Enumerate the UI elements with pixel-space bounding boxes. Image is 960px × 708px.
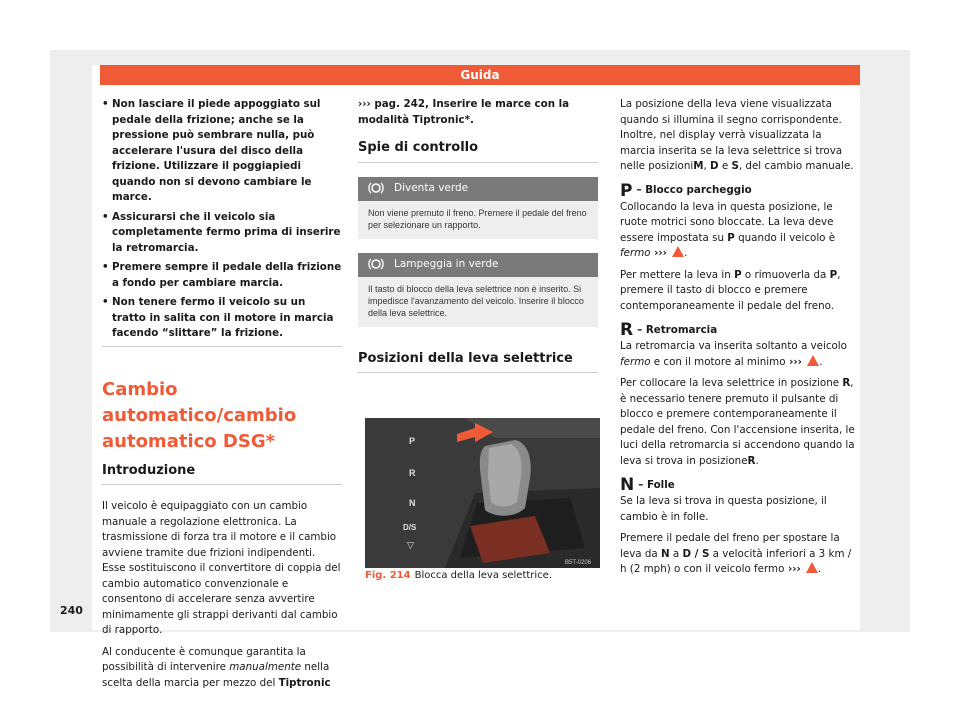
gear-label-arrow: ▽ <box>407 540 414 550</box>
strong-text: P <box>734 268 742 281</box>
text: Per collocare la leva selettrice in posizione <box>620 377 843 389</box>
chapter-title: Cambio automatico/cambio automatico DSG* <box>102 378 297 452</box>
cross-reference[interactable] <box>358 97 598 128</box>
gear-label-ds: D/S <box>403 523 417 532</box>
lamp-title: Diventa verde <box>394 181 469 194</box>
warning-list <box>102 97 342 342</box>
text: quando il veicolo è <box>734 231 836 244</box>
lamps-heading: Spie di controllo <box>358 140 598 163</box>
position-letter: P <box>620 180 633 201</box>
strong-text: N <box>661 547 670 560</box>
text: , premere il tasto di blocco e premere contemporaneamente il pedale del freno. <box>620 268 841 312</box>
strong-text: Tiptronic <box>278 676 331 689</box>
text: Per mettere la leva in <box>620 268 735 281</box>
position-r-heading <box>620 322 860 339</box>
reference-chevron-icon: ››› <box>358 98 371 110</box>
intro-paragraph-2 <box>102 645 342 692</box>
emphasis: fermo <box>620 247 651 259</box>
text: e con il motore al minimo <box>650 355 786 368</box>
text: La posizione della leva viene visualizzata quando si illumina il segno corrispondente. Inoltre, nel display verrà visualizzata la marcia inserita se la leva selettrice si trova nelle posizioni <box>620 98 843 172</box>
lamp-description: Il tasto di blocco della leva selettrice non è inserito. Si impedisce l'avanzamento del veicolo. Inserire il blocco della leva selettrice. <box>368 283 584 318</box>
strong-text: R <box>747 454 756 467</box>
gear-label-p: P <box>409 436 416 446</box>
position-letter: R <box>620 320 634 340</box>
text: . <box>755 454 759 467</box>
gear-label-n: N <box>409 498 416 508</box>
position-n-paragraph-2 <box>620 531 860 578</box>
column-left <box>102 97 342 697</box>
position-r-paragraph-2 <box>620 376 860 469</box>
lamp-box <box>358 253 598 327</box>
reference-chevron-icon[interactable]: ››› <box>784 563 801 575</box>
positions-intro <box>620 97 860 175</box>
gear-lever-figure <box>365 418 600 568</box>
position-n-paragraph: Se la leva si trova in questa posizione, il cambio è in folle. <box>620 495 827 523</box>
section-header: Guida <box>100 65 860 85</box>
strong-text: D <box>710 160 719 172</box>
warning-triangle-icon[interactable] <box>672 246 684 257</box>
emphasis: manualmente <box>229 661 302 673</box>
brake-lamp-icon <box>358 181 394 197</box>
text: , è necessario tenere premuto il pulsante di blocco e premere contemporaneamente il pedale del freno. Con l'accensione inserita, le luci della retromarcia si accendono quando la leva si trova in posizione <box>620 377 855 467</box>
gear-label-r: R <box>409 468 416 478</box>
text: . <box>819 355 823 368</box>
lamp-header <box>358 177 598 201</box>
position-r-paragraph <box>620 339 860 370</box>
positions-heading: Posizioni della leva selettrice <box>358 351 598 374</box>
position-n-heading <box>620 477 860 494</box>
position-p-paragraph-2 <box>620 268 860 315</box>
position-title: – Retromarcia <box>637 323 718 336</box>
column-right <box>620 97 860 584</box>
position-p-paragraph <box>620 200 860 262</box>
intro-paragraph: Il veicolo è equipaggiato con un cambio manuale a regolazione elettronica. La trasmissione di forza tra il motore e il cambio avviene tramite due frizioni indipendenti. Esse sostituiscono il convertitore di coppia del cambio automatico convenzionale e consentono di accelerare senza avvertire minimamente gli strappi derivanti dal cambio di rapporto. <box>102 500 341 636</box>
brake-lamp-icon <box>358 257 394 273</box>
text: Al conducente è comunque garantita la possibilità di intervenire <box>102 645 306 673</box>
text: . <box>818 563 822 575</box>
warning-item: • Premere sempre il pedale della frizione a fondo per cambiare marcia. <box>102 260 342 291</box>
strong-text: S <box>731 160 739 172</box>
reference-text: pag. 242, Inserire le marce con la modalità Tiptronic*. <box>358 98 570 126</box>
warning-triangle-icon[interactable] <box>807 355 819 366</box>
figure-code: B5T-0206 <box>565 560 592 566</box>
position-title: – Blocco parcheggio <box>636 184 752 197</box>
position-p-heading <box>620 180 860 201</box>
strong-text: P <box>829 268 838 281</box>
text: , <box>703 160 711 172</box>
lamp-title: Lampeggia in verde <box>394 257 499 270</box>
strong-text: M <box>693 160 704 172</box>
intro-heading: Introduzione <box>102 463 342 486</box>
warning-triangle-icon[interactable] <box>806 562 818 573</box>
position-letter: N <box>620 475 635 495</box>
warning-item: • Assicurarsi che il veicolo sia completamente fermo prima di inserire la retromarcia. <box>102 210 342 257</box>
warning-item: • Non tenere fermo il veicolo su un tratto in salita con il motore in marcia facendo “slittare” la frizione. <box>102 295 342 342</box>
figure-caption-text: Blocca della leva selettrice. <box>414 570 553 581</box>
strong-text: R <box>842 377 851 389</box>
figure-caption <box>365 570 600 581</box>
page-number: 240 <box>60 604 83 617</box>
text: Collocando la leva in questa posizione, le ruote motrici sono bloccate. La leva deve essere impostata su <box>620 200 834 244</box>
position-title: – Folle <box>638 478 675 491</box>
text: . <box>684 247 688 259</box>
lamp-header <box>358 253 598 277</box>
divider <box>102 346 342 347</box>
text: o rimuoverla da <box>741 268 830 281</box>
warning-item: • Non lasciare il piede appoggiato sul pedale della frizione; anche se la pressione può sembrare nulla, può accelerare l'usura del disco della frizione. Utilizzare il poggiapiedi quando non si devono cambiare le marce. <box>102 97 342 206</box>
lamp-box <box>358 177 598 239</box>
column-middle <box>358 97 598 373</box>
emphasis: fermo <box>620 355 651 368</box>
text: a <box>669 547 683 560</box>
figure-label: Fig. 214 <box>365 570 411 581</box>
text: nella scelta della marcia per mezzo del <box>102 661 330 689</box>
text: , del cambio manuale. <box>738 160 854 172</box>
reference-chevron-icon[interactable]: ››› <box>785 355 802 368</box>
text: a velocità inferiori a 3 km / h (2 mph) o con il veicolo fermo <box>620 547 852 575</box>
text: e <box>718 160 732 172</box>
strong-text: D / S <box>682 547 710 560</box>
strong-text: P <box>727 231 735 244</box>
reference-chevron-icon[interactable]: ››› <box>650 247 667 259</box>
text: Premere il pedale del freno per spostare la leva da <box>620 532 840 560</box>
text: La retromarcia va inserita soltanto a veicolo <box>620 340 847 352</box>
lamp-description: Non viene premuto il freno. Premere il pedale del freno per selezionare un rapporto. <box>368 207 587 230</box>
